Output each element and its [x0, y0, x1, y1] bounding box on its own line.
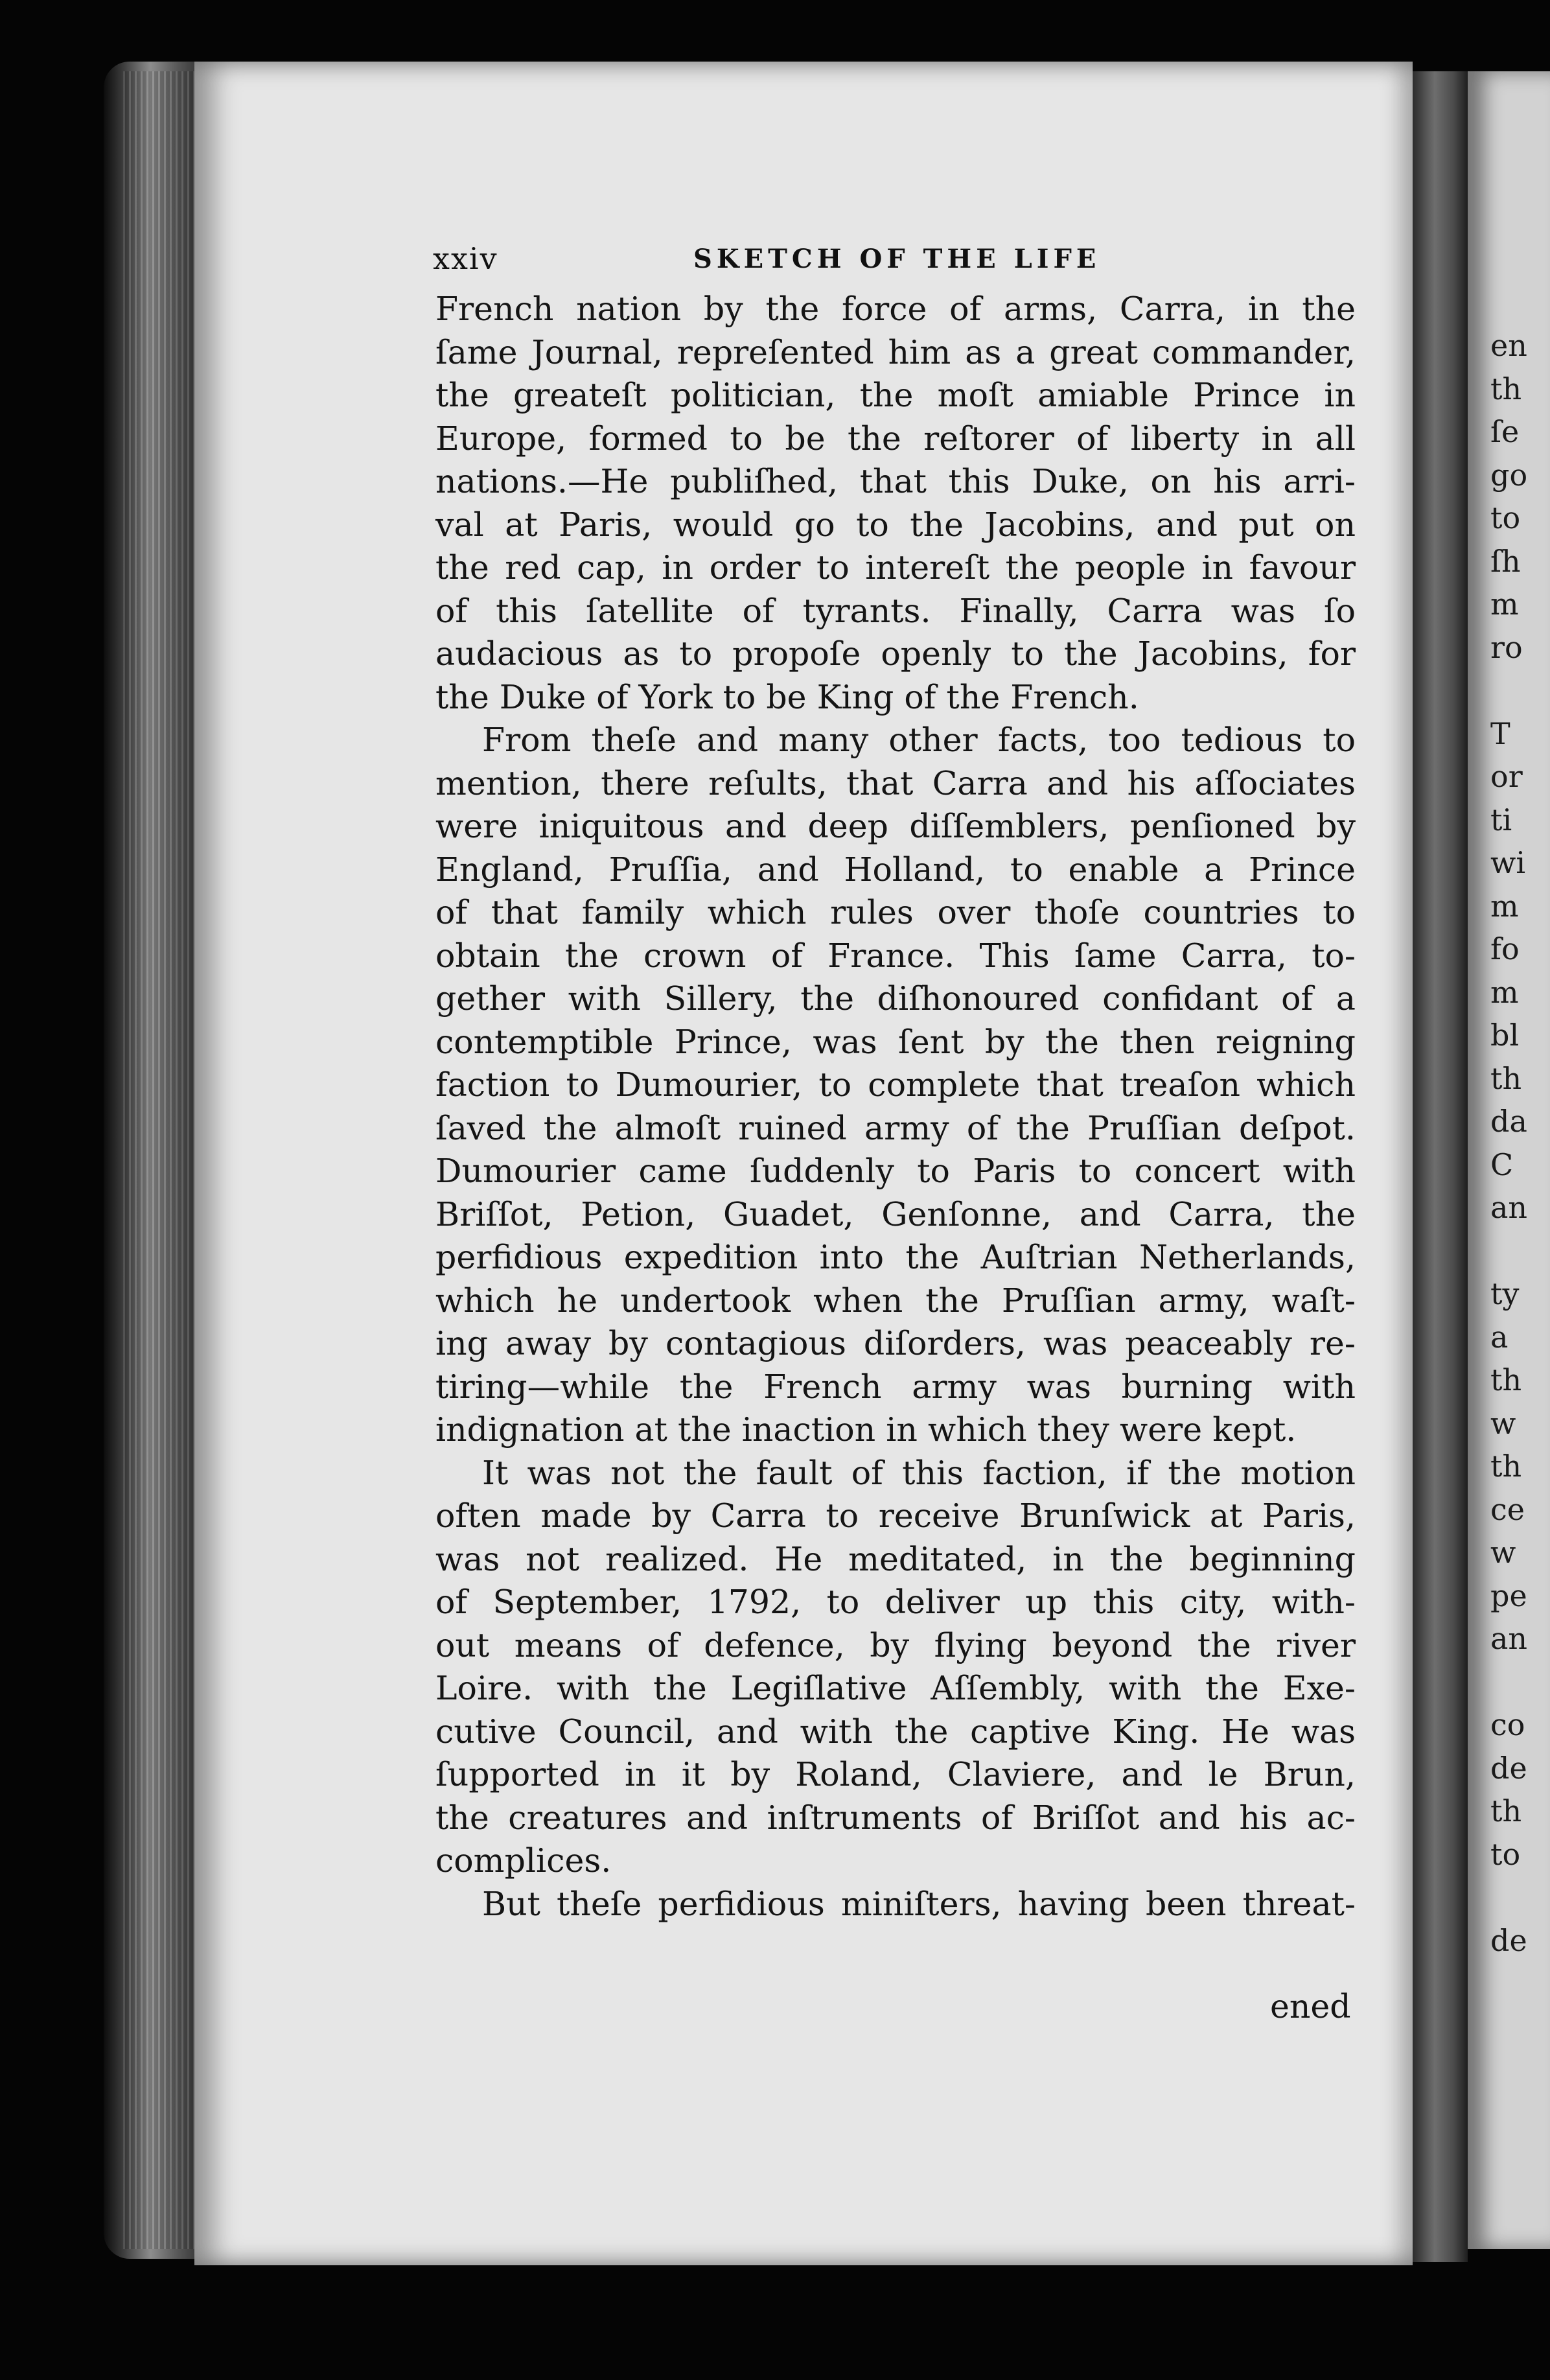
text-line: obtain the crown of France. This ſame Carra, to-: [435, 936, 1356, 975]
facing-page-fragment: wi: [1490, 845, 1526, 880]
text-line: ſupported in it by Roland, Claviere, and le Brun,: [435, 1755, 1356, 1793]
facing-page-fragment: ſe: [1490, 414, 1520, 449]
facing-page-text: [1490, 324, 1550, 1962]
facing-page-fragment: [1490, 1661, 1550, 1704]
text-line: tiring—while the French army was burning with: [435, 1367, 1356, 1406]
text-line: of September, 1792, to deliver up this city, with-: [435, 1583, 1356, 1621]
text-line: Dumourier came ſuddenly to Paris to concert with: [435, 1152, 1356, 1190]
facing-page-fragment: th: [1490, 1449, 1522, 1484]
text-line: Briſſot, Petion, Guadet, Genſonne, and Carra, the: [435, 1195, 1356, 1233]
text-line: ing away by contagious diſorders, was peaceably re-: [435, 1324, 1356, 1362]
text-line: which he undertook when the Pruſſian army, waſt-: [435, 1281, 1356, 1320]
facing-page-fragment: to: [1490, 500, 1521, 535]
text-line: were iniquitous and deep diſſemblers, penſioned by: [435, 807, 1356, 845]
facing-page-fragment: en: [1490, 328, 1527, 363]
facing-page-fragment: m: [1490, 587, 1519, 622]
text-line: gether with Sillery, the diſhonoured confidant of a: [435, 979, 1356, 1018]
facing-page-fragment: fo: [1490, 931, 1520, 966]
text-line: of that family which rules over thoſe countries to: [435, 893, 1356, 931]
facing-page-fragment: ce: [1490, 1491, 1525, 1527]
facing-page-fragment: a: [1490, 1319, 1509, 1355]
facing-page-fragment: m: [1490, 888, 1519, 924]
text-line: ſame Journal, repreſented him as a great commander,: [435, 332, 1356, 371]
facing-page-fragment: ti: [1490, 802, 1512, 837]
body-text: [435, 288, 1356, 1926]
facing-page-fragment: th: [1490, 1793, 1522, 1828]
text-line: French nation by the force of arms, Carra, in the: [435, 290, 1356, 328]
text-line: cutive Council, and with the captive King. He was: [435, 1712, 1356, 1751]
page-edge-texture: [123, 71, 194, 2249]
facing-page-fragment: m: [1490, 974, 1519, 1010]
facing-page-fragment: w: [1490, 1405, 1516, 1441]
text-line: was not realized. He meditated, in the beginning: [435, 1539, 1356, 1578]
text-line: contemptible Prince, was ſent by the then reigning: [435, 1022, 1356, 1061]
facing-page-fragment: an: [1490, 1190, 1528, 1225]
facing-page-fragment: th: [1490, 1362, 1522, 1397]
text-line: Loire. with the Legiſlative Aſſembly, with the Exe-: [435, 1669, 1356, 1707]
facing-page-fragment: bl: [1490, 1018, 1520, 1053]
catchword: ened: [1270, 1987, 1351, 2025]
facing-page-fragment: or: [1490, 759, 1523, 794]
text-line: of this ſatellite of tyrants. Finally, Carra was ſo: [435, 591, 1356, 630]
text-line: complices.: [435, 1841, 612, 1880]
text-line: Europe, formed to be the reſtorer of liberty in all: [435, 419, 1356, 458]
text-line: audacious as to propoſe openly to the Jacobins, for: [435, 635, 1356, 673]
text-line: It was not the fault of this faction, if the motion: [482, 1453, 1356, 1492]
running-head: [433, 241, 1353, 280]
facing-page-fragment: ro: [1490, 629, 1523, 665]
facing-page-fragment: th: [1490, 371, 1522, 406]
running-title: SKETCH OF THE LIFE: [693, 244, 1101, 274]
text-line: the greateſt politician, the moſt amiable Prince in: [435, 376, 1356, 414]
facing-page-fragment: [1490, 1230, 1550, 1273]
facing-page-fragment: co: [1490, 1707, 1525, 1742]
facing-page-fragment: [1490, 1876, 1550, 1919]
facing-page-fragment: go: [1490, 457, 1528, 493]
facing-page-fragment: ſh: [1490, 543, 1521, 579]
text-line: val at Paris, would go to the Jacobins, and put on: [435, 505, 1356, 544]
facing-page-fragment: de: [1490, 1750, 1527, 1786]
text-line: mention, there reſults, that Carra and his aſſociates: [435, 764, 1356, 802]
facing-page-fragment: w: [1490, 1535, 1516, 1570]
text-line: indignation at the inaction in which they were kept.: [435, 1410, 1297, 1449]
text-line: From theſe and many other facts, too tedious to: [482, 721, 1356, 759]
text-line: ſaved the almoſt ruined army of the Pruſſian deſpot.: [435, 1108, 1356, 1147]
text-line: England, Pruſſia, and Holland, to enable a Prince: [435, 850, 1356, 889]
text-line: the Duke of York to be King of the French.: [435, 677, 1139, 716]
text-line: the creatures and inſtruments of Briſſot and his ac-: [435, 1798, 1356, 1837]
facing-page-fragment: da: [1490, 1104, 1527, 1139]
page-gutter-shadow: [1413, 71, 1468, 2262]
text-line: nations.—He publiſhed, that this Duke, on his arri-: [435, 462, 1356, 500]
facing-page-fragment: de: [1490, 1922, 1527, 1958]
text-line: the red cap, in order to intereſt the people in favour: [435, 548, 1356, 587]
text-line: often made by Carra to receive Brunſwick at Paris,: [435, 1497, 1356, 1535]
text-line: perfidious expedition into the Auſtrian Netherlands,: [435, 1238, 1356, 1276]
facing-page-fragment: pe: [1490, 1578, 1527, 1613]
facing-page-fragment: to: [1490, 1836, 1521, 1872]
page-number: xxiv: [433, 241, 498, 276]
facing-page-fragment: T: [1490, 716, 1510, 751]
facing-page-fragment: th: [1490, 1060, 1522, 1096]
facing-page-fragment: an: [1490, 1621, 1528, 1656]
facing-page-fragment: [1490, 669, 1550, 712]
facing-page-fragment: ty: [1490, 1276, 1520, 1311]
text-line: But theſe perfidious miniſters, having been threat-: [482, 1884, 1356, 1923]
facing-page-fragment: C: [1490, 1147, 1514, 1182]
text-line: faction to Dumourier, to complete that treaſon which: [435, 1066, 1356, 1104]
text-line: out means of defence, by flying beyond the river: [435, 1626, 1356, 1664]
